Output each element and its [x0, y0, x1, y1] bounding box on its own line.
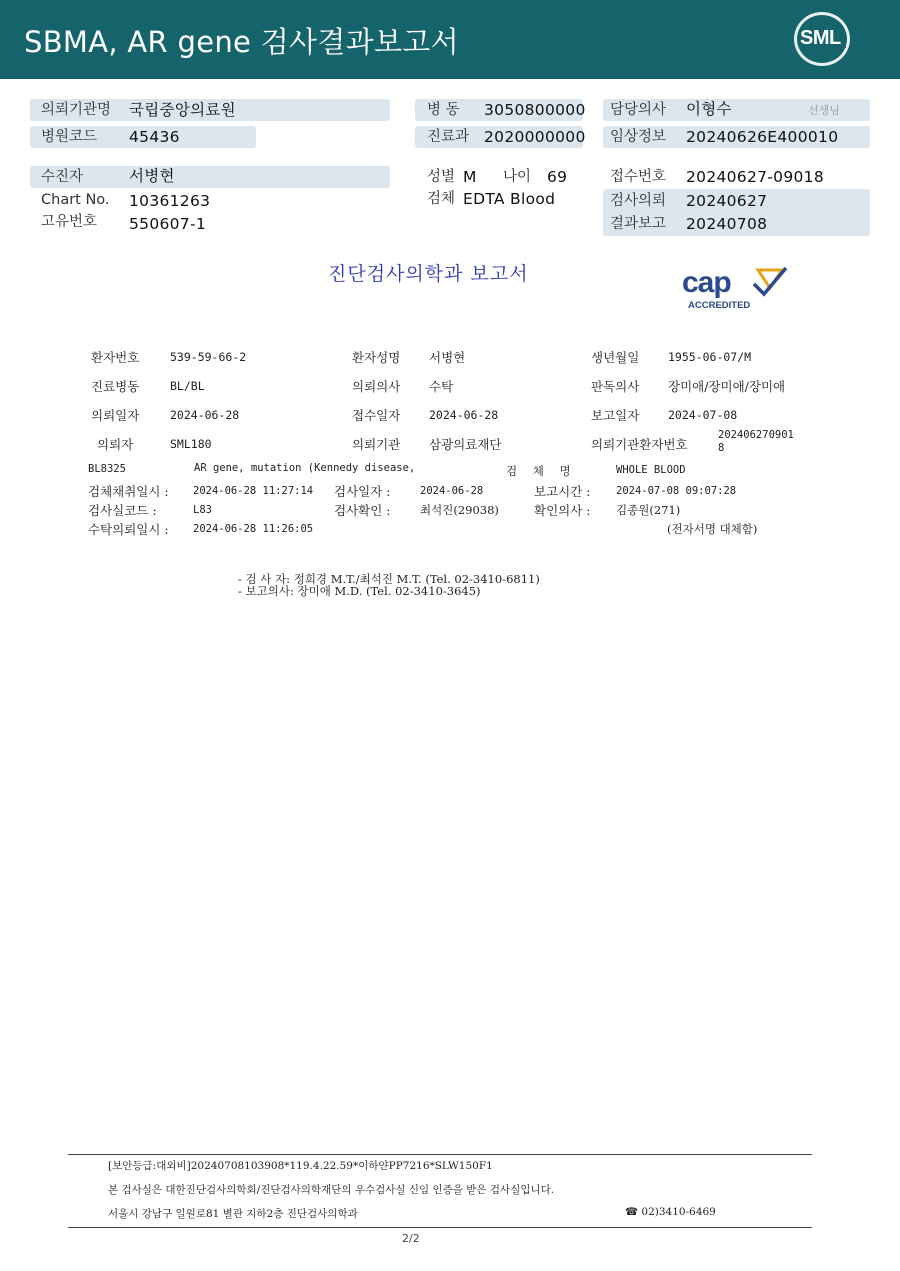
unique-label: 고유번호 [41, 214, 98, 230]
req-inst-value: 삼광의료재단 [429, 437, 502, 452]
sex-label: 성별 [427, 169, 456, 185]
doctor-suffix: 선생님 [808, 104, 840, 117]
doctor-value: 이형수 [686, 100, 732, 118]
recv-date-label: 접수일자 [352, 408, 401, 423]
chart-label: Chart No. [41, 192, 110, 208]
collect-value: 2024-06-28 11:27:14 [193, 485, 314, 497]
result-label: 결과보고 [610, 216, 667, 232]
test-date-value: 2024-06-28 [420, 485, 484, 497]
specimen-name-value: WHOLE BLOOD [616, 464, 686, 476]
recv-date-value: 2024-06-28 [429, 408, 499, 422]
clinical-label: 임상정보 [610, 129, 667, 145]
confirm-doc-label: 확인의사 : [534, 503, 591, 518]
tester-line: - 검 사 자: 정희경 M.T./최석진 M.T. (Tel. 02-3410-6811) [238, 572, 540, 586]
esign-note: (전자서명 대체함) [667, 522, 758, 536]
certification-line: 본 검사실은 대한진단검사의학회/진단검사의학재단의 우수검사실 신임 인증을 받은 검사실입니다. [108, 1184, 555, 1196]
dept-value: 2020000000 [484, 128, 586, 146]
req-date-value: 2024-06-28 [170, 408, 240, 422]
dob-value: 1955-06-07/M [668, 350, 752, 364]
document-title: SBMA, AR gene 검사결과보고서 [24, 25, 459, 59]
patient-no-label: 환자번호 [91, 350, 140, 365]
reader-value: 장미애/장미애/장미애 [668, 379, 786, 394]
test-confirm-label: 검사확인 : [334, 503, 391, 518]
req-inst-pt-value-1: 202406270901 [718, 429, 794, 441]
cap-accredited-logo [682, 266, 790, 316]
req-date-label: 의뢰일자 [91, 408, 140, 423]
confirm-doc-value: 김종원(271) [616, 503, 681, 517]
dob-label: 생년월일 [591, 350, 640, 365]
reader-label: 판독의사 [591, 379, 640, 394]
unique-value: 550607-1 [129, 215, 207, 233]
ward-label: 병 동 [427, 102, 460, 118]
test-name: AR gene, mutation (Kennedy disease, [194, 462, 416, 474]
patient-no-value: 539-59-66-2 [170, 350, 247, 364]
institution-value: 국립중앙의료원 [129, 101, 236, 119]
req-doctor-value: 수탁 [429, 379, 454, 394]
report-time-value: 2024-07-08 09:07:28 [616, 485, 737, 497]
patient-row [30, 166, 390, 188]
test-request-value: 20240627 [686, 192, 768, 210]
phone-line: ☎ 02)3410-6469 [625, 1206, 716, 1218]
ward-value-r: BL/BL [170, 379, 205, 393]
test-request-label: 검사의뢰 [610, 193, 667, 209]
cap-accredited-text: ACCREDITED [688, 300, 751, 311]
entrust-value: 2024-06-28 11:26:05 [193, 523, 314, 535]
report-date-label: 보고일자 [591, 408, 640, 423]
security-line: [보안등급:대외비]20240708103908*119.4.22.59*이하얀PP7216*SLW150F1 [108, 1160, 493, 1172]
specimen-name-label: 검 체 명 [506, 464, 577, 478]
receipt-value: 20240627-09018 [686, 168, 824, 186]
footer-bottom-rule [68, 1227, 812, 1228]
reporter-line: - 보고의사: 장미애 M.D. (Tel. 02-3410-3645) [238, 584, 481, 598]
collect-label: 검체채취일시 : [88, 484, 169, 499]
result-value: 20240708 [686, 215, 768, 233]
sml-logo [794, 12, 852, 66]
specimen-label: 검체 [427, 191, 456, 207]
report-title: 진단검사의학과 보고서 [328, 263, 529, 285]
req-inst-pt-label: 의뢰기관환자번호 [591, 437, 688, 452]
report-time-label: 보고시간 : [534, 484, 591, 499]
test-confirm-value: 최석진(29038) [420, 503, 499, 517]
test-code: BL8325 [88, 463, 126, 475]
receipt-label: 접수번호 [610, 169, 667, 185]
page-number: 2/2 [402, 1232, 420, 1245]
entrust-label: 수탁의뢰일시 : [88, 522, 169, 537]
footer-top-rule [68, 1154, 812, 1155]
header-bar [0, 0, 900, 79]
ward-value: 3050800000 [484, 101, 586, 119]
logo-text: SML [800, 27, 841, 49]
cap-word: cap [682, 266, 731, 299]
ward-label-r: 진료병동 [91, 379, 140, 394]
hospital-code-value: 45436 [129, 128, 180, 146]
doctor-label: 담당의사 [610, 102, 667, 118]
address-line: 서울시 강남구 일원로81 별관 지하2층 진단검사의학과 [108, 1208, 358, 1220]
chart-value: 10361263 [129, 192, 211, 210]
patient-value: 서병현 [129, 167, 175, 185]
lab-code-value: L83 [193, 504, 212, 516]
requester-label: 의뢰자 [97, 437, 134, 452]
req-inst-label: 의뢰기관 [352, 437, 401, 452]
lab-code-label: 검사실코드 : [88, 503, 157, 518]
requester-value: SML180 [170, 437, 212, 451]
cap-check-icon [748, 266, 788, 300]
req-inst-pt-value-2: 8 [718, 442, 725, 454]
patient-name-value: 서병현 [429, 350, 466, 365]
age-label: 나이 [503, 169, 532, 185]
age-value: 69 [547, 168, 568, 186]
patient-label: 수진자 [41, 169, 84, 185]
req-doctor-label: 의뢰의사 [352, 379, 401, 394]
dept-label: 진료과 [427, 129, 470, 145]
patient-name-label: 환자성명 [352, 350, 401, 365]
report-date-value: 2024-07-08 [668, 408, 738, 422]
specimen-value: EDTA Blood [463, 190, 556, 208]
test-date-label: 검사일자 : [334, 484, 391, 499]
clinical-value: 20240626E400010 [686, 128, 839, 146]
institution-label: 의뢰기관명 [41, 102, 112, 118]
sex-value: M [463, 168, 477, 186]
hospital-code-label: 병원코드 [41, 129, 98, 145]
